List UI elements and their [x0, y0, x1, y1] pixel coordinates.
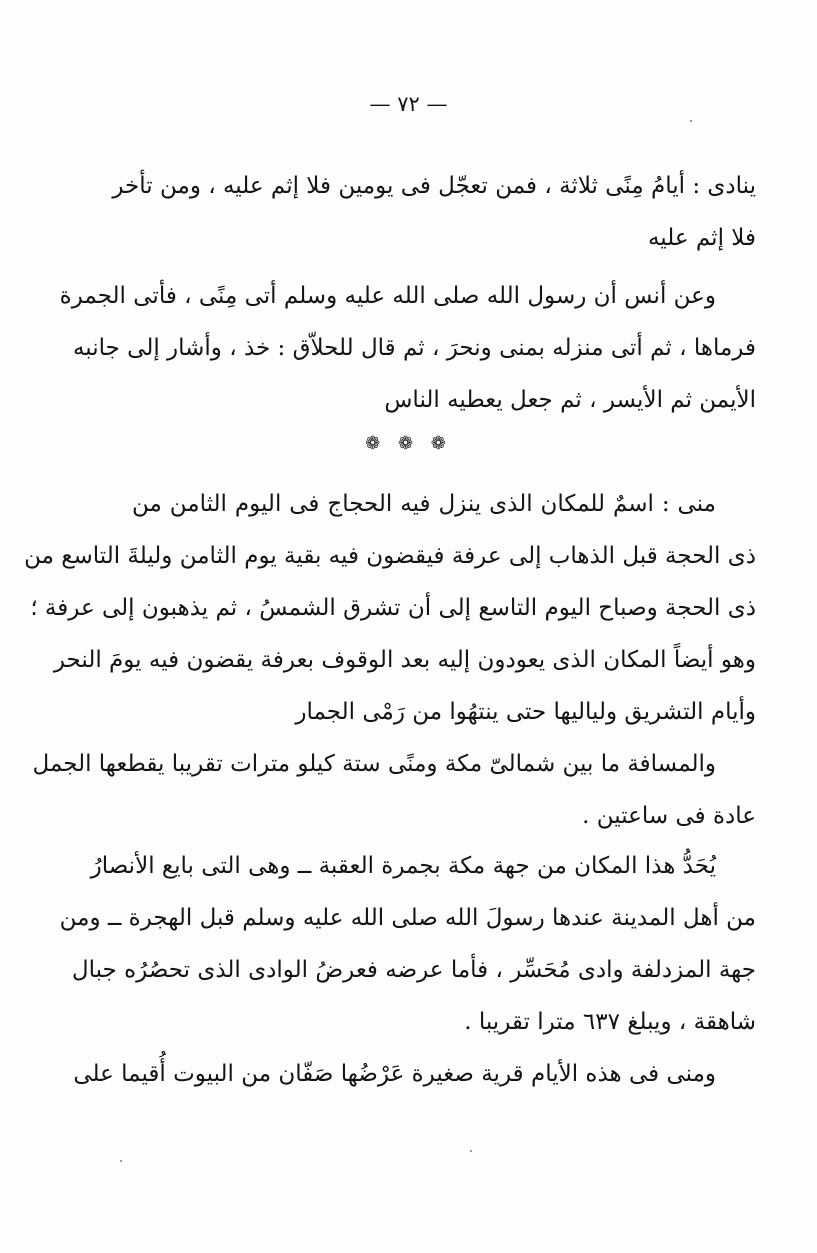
text-line: شاهقة ، ويبلغ ٦٣٧ مترا تقريبا . [464, 1009, 756, 1035]
text-line: وأيام التشريق ولياليها حتى ينتهُوا من رَمْى الجمار [295, 699, 756, 725]
text-line: عادة فى ساعتين . [582, 803, 756, 829]
text-line: فلا إثم عليه [647, 225, 756, 251]
text-line: الأيمن ثم الأيسر ، ثم جعل يعطيه الناس [384, 387, 756, 413]
text-line: جهة المزدلفة وادى مُحَسِّر ، فأما عرضه فعرضُ الوادى الذى تحصُرُه جبال [71, 957, 756, 983]
text-line: ينادى : أيامُ مِنًى ثلاثة ، فمن تعجّل فى يومين فلا إثم عليه ، ومن تأخر [112, 173, 756, 199]
text-line: منى : اسمٌ للمكان الذى ينزل فيه الحجاج فى اليوم الثامن من [132, 491, 716, 517]
text-line: فرماها ، ثم أتى منزله بمنى ونحرَ ، ثم قال للحلاّق : خذ ، وأشار إلى جانبه [72, 335, 756, 361]
paragraph-3 [24, 478, 756, 738]
paragraph-1 [112, 160, 756, 264]
scan-speck [690, 120, 692, 122]
text-line: يُحَدُّ هذا المكان من جهة مكة بجمرة العقبة ــ وهى التى بايع الأنصارُ [90, 853, 716, 879]
scan-speck [120, 1160, 122, 1162]
scan-speck [470, 1150, 472, 1152]
section-ornament: ❁ ❁ ❁ [365, 433, 452, 454]
paragraph-4 [32, 738, 756, 842]
paragraph-6 [73, 1048, 756, 1100]
text-line: ومنى فى هذه الأيام قرية صغيرة عَرْضُها صَفّان من البيوت أُقيما على [73, 1061, 716, 1087]
text-line: والمسافة ما بين شمالىّ مكة ومنًى ستة كيلو مترات تقريبا يقطعها الجمل [32, 751, 716, 777]
page-number: — ٧٢ — [369, 92, 448, 116]
text-line: ذى الحجة قبل الذهاب إلى عرفة فيقضون فيه بقية يوم الثامن وليلةَ التاسع من [24, 543, 756, 569]
paragraph-2 [59, 270, 756, 426]
text-line: من أهل المدينة عندها رسولَ الله صلى الله عليه وسلم قبل الهجرة ــ ومن [59, 905, 756, 931]
text-line: وهو أيضاً المكان الذى يعودون إليه بعد الوقوف بعرفة يقضون فيه يومَ النحر [53, 647, 756, 673]
text-line: ذى الحجة وصباح اليوم التاسع إلى أن تشرق الشمسُ ، ثم يذهبون إلى عرفة ؛ [30, 595, 756, 621]
paragraph-5 [59, 840, 756, 1048]
text-line: وعن أنس أن رسول الله صلى الله عليه وسلم أتى مِنًى ، فأتى الجمرة [59, 283, 716, 309]
